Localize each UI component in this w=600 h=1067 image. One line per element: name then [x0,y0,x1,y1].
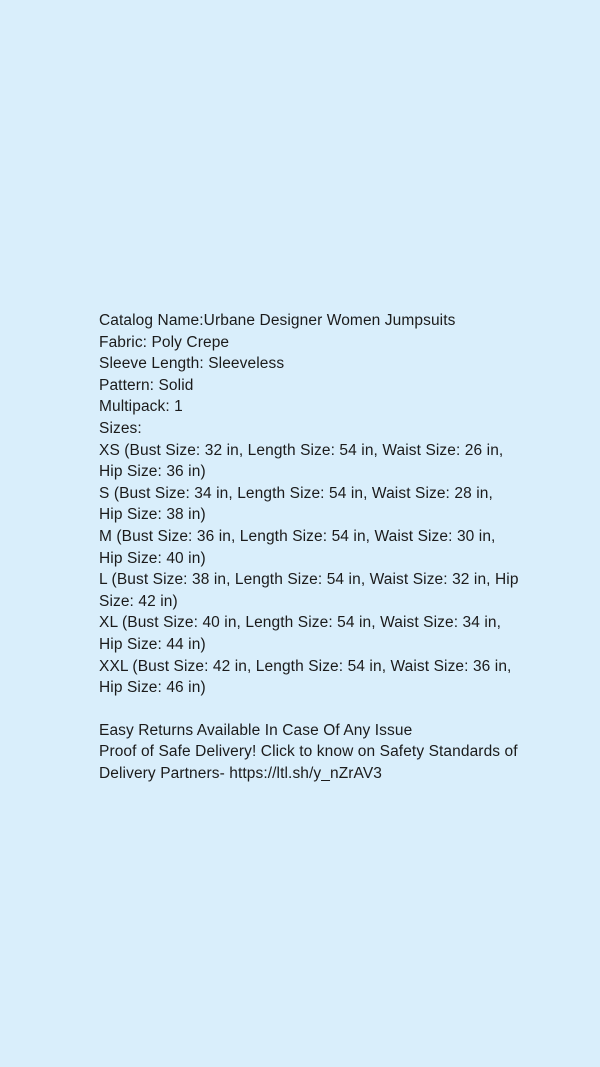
safe-delivery-line: Proof of Safe Delivery! Click to know on Safety Standards of Delivery Partners- https://ltl.sh/y_nZrAV3 [99,743,523,782]
fabric-line: Fabric: Poly Crepe [99,333,230,351]
returns-policy-line: Easy Returns Available In Case Of Any Issue [99,721,413,739]
catalog-name-line: Catalog Name:Urbane Designer Women Jumpsuits [99,312,456,329]
size-line-xxl: XXL (Bust Size: 42 in, Length Size: 54 in, Waist Size: 36 in, Hip Size: 46 in) [99,657,516,697]
sleeve-length-line: Sleeve Length: Sleeveless [99,355,285,373]
sizes-heading: Sizes: [99,419,142,437]
paragraph-spacer [99,699,519,720]
multipack-line: Multipack: 1 [99,398,183,416]
size-line-xl: XL (Bust Size: 40 in, Length Size: 54 in, Waist Size: 34 in, Hip Size: 44 in) [99,614,506,653]
size-line-s: S (Bust Size: 34 in, Length Size: 54 in, Waist Size: 28 in, Hip Size: 38 in) [99,484,498,524]
size-line-xs: XS (Bust Size: 32 in, Length Size: 54 in, Waist Size: 26 in, Hip Size: 36 in) [99,441,508,481]
pattern-line: Pattern: Solid [99,376,194,394]
size-line-m: M (Bust Size: 36 in, Length Size: 54 in, Waist Size: 30 in, Hip Size: 40 in) [99,527,500,567]
size-line-l: L (Bust Size: 38 in, Length Size: 54 in, Waist Size: 32 in, Hip Size: 42 in) [99,571,523,610]
description-text-block [99,310,523,784]
